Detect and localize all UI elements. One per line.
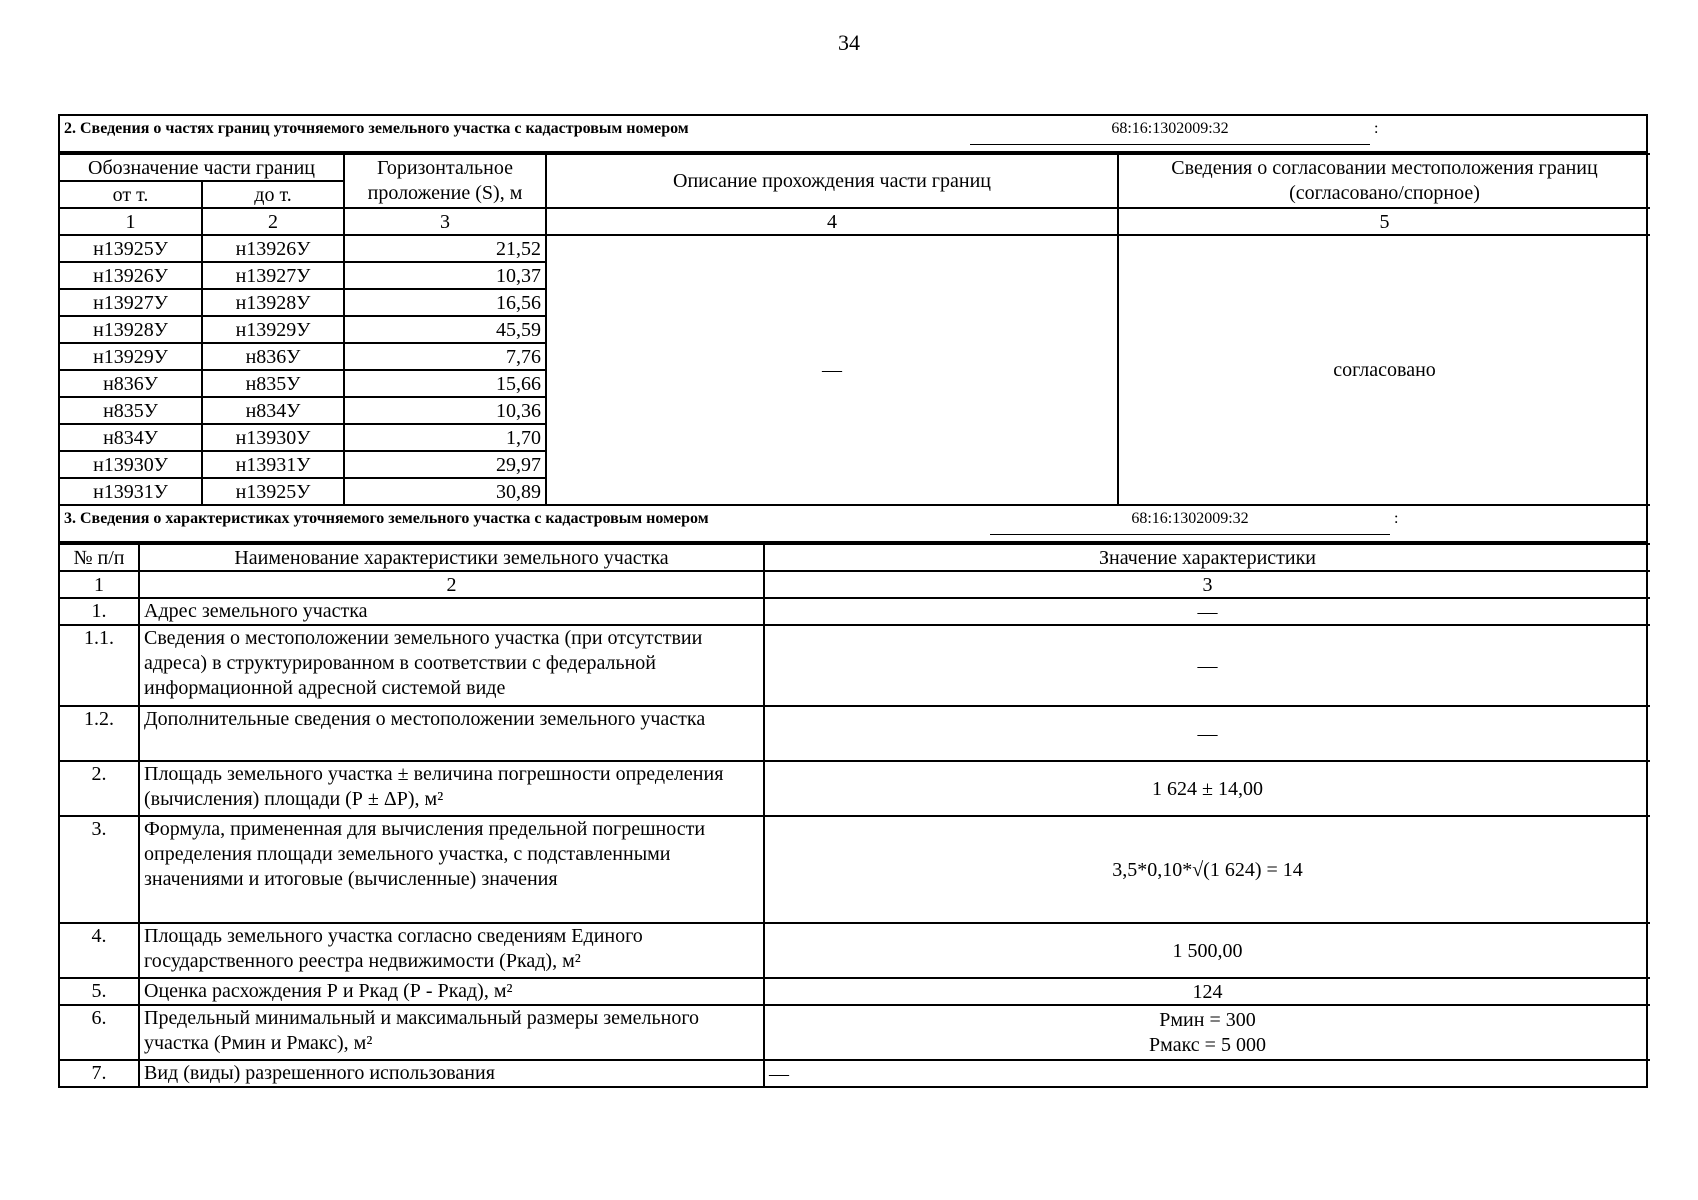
cell-name: Площадь земельного участка согласно сведениям Единого государственного реестра недвижимости (Ркад), м² bbox=[139, 923, 764, 978]
cell-name: Дополнительные сведения о местоположении земельного участка bbox=[139, 706, 764, 761]
cell-num: 1.1. bbox=[60, 625, 139, 706]
cell-s: 1,70 bbox=[344, 424, 546, 451]
cell-value: — bbox=[764, 598, 1650, 625]
document-frame bbox=[58, 114, 1648, 1088]
cell-s: 45,59 bbox=[344, 316, 546, 343]
cell-from: н13930У bbox=[60, 451, 202, 478]
cell-value: 124 bbox=[764, 978, 1650, 1005]
cell-num: 1.2. bbox=[60, 706, 139, 761]
table-row bbox=[60, 706, 1650, 761]
table-row bbox=[60, 1060, 1650, 1086]
cell-s: 29,97 bbox=[344, 451, 546, 478]
header-num: № п/п bbox=[60, 544, 139, 571]
cell-to: н834У bbox=[202, 397, 344, 424]
cell-name: Формула, примененная для вычисления предельной погрешности определения площади земельного участка, с подставленными значениями и итоговые (вычисленные) значения bbox=[139, 816, 764, 923]
table-row bbox=[60, 761, 1650, 816]
cell-name: Оценка расхождения Р и Ркад (Р - Ркад), м² bbox=[139, 978, 764, 1005]
table-row bbox=[60, 625, 1650, 706]
cell-from: н13929У bbox=[60, 343, 202, 370]
page-number: 34 bbox=[838, 30, 860, 55]
cell-name: Адрес земельного участка bbox=[139, 598, 764, 625]
cell-value: — bbox=[764, 625, 1650, 706]
section2-title: 2. Сведения о частях границ уточняемого земельного участка с кадастровым номером bbox=[64, 120, 689, 137]
cell-to: н13925У bbox=[202, 478, 344, 505]
col-number: 4 bbox=[546, 208, 1118, 235]
header-agreement: Сведения о согласовании местоположения границ (согласовано/спорное) bbox=[1118, 154, 1650, 208]
section3-cadastral-number: 68:16:1302009:32 bbox=[990, 510, 1390, 535]
cell-from: н13928У bbox=[60, 316, 202, 343]
header-horizontal: Горизонтальное проложение (S), м bbox=[344, 154, 546, 208]
header-designation: Обозначение части границ bbox=[60, 154, 344, 181]
table-row bbox=[60, 978, 1650, 1005]
section3-title: 3. Сведения о характеристиках уточняемого земельного участка с кадастровым номером bbox=[64, 510, 709, 527]
table-row bbox=[60, 598, 1650, 625]
cell-to: н13930У bbox=[202, 424, 344, 451]
section2-title-row bbox=[60, 116, 1646, 153]
cell-name: Площадь земельного участка ± величина погрешности определения (вычисления) площади (Р ± ΔР), м² bbox=[139, 761, 764, 816]
section3-colon: : bbox=[1394, 510, 1399, 527]
cell-from: н834У bbox=[60, 424, 202, 451]
table-row bbox=[60, 816, 1650, 923]
cell-value bbox=[764, 1005, 1650, 1060]
cell-s: 10,37 bbox=[344, 262, 546, 289]
cell-value: 1 624 ± 14,00 bbox=[764, 761, 1650, 816]
cell-to: н13931У bbox=[202, 451, 344, 478]
cell-s: 30,89 bbox=[344, 478, 546, 505]
cell-num: 4. bbox=[60, 923, 139, 978]
value-pmax: Рмакс = 5 000 bbox=[1149, 1033, 1266, 1056]
cell-num: 2. bbox=[60, 761, 139, 816]
header-from: от т. bbox=[60, 181, 202, 208]
characteristics-table bbox=[60, 543, 1650, 1086]
cell-from: н13927У bbox=[60, 289, 202, 316]
cell-s: 7,76 bbox=[344, 343, 546, 370]
col-number: 3 bbox=[344, 208, 546, 235]
cell-from: н13931У bbox=[60, 478, 202, 505]
header-name: Наименование характеристики земельного участка bbox=[139, 544, 764, 571]
header-to: до т. bbox=[202, 181, 344, 208]
col-number: 2 bbox=[202, 208, 344, 235]
table-row bbox=[60, 1005, 1650, 1060]
cell-from: н13926У bbox=[60, 262, 202, 289]
cell-to: н13929У bbox=[202, 316, 344, 343]
cell-value: — bbox=[764, 706, 1650, 761]
cell-description: — bbox=[546, 235, 1118, 505]
table-row bbox=[60, 235, 1650, 262]
col-number: 3 bbox=[764, 571, 1650, 598]
cell-s: 21,52 bbox=[344, 235, 546, 262]
cell-to: н836У bbox=[202, 343, 344, 370]
cell-to: н13926У bbox=[202, 235, 344, 262]
cell-to: н835У bbox=[202, 370, 344, 397]
section3-title-row bbox=[60, 506, 1646, 543]
col-number: 2 bbox=[139, 571, 764, 598]
cell-to: н13928У bbox=[202, 289, 344, 316]
cell-from: н836У bbox=[60, 370, 202, 397]
table-row bbox=[60, 923, 1650, 978]
cell-s: 10,36 bbox=[344, 397, 546, 424]
cell-num: 6. bbox=[60, 1005, 139, 1060]
cell-s: 15,66 bbox=[344, 370, 546, 397]
cell-s: 16,56 bbox=[344, 289, 546, 316]
cell-num: 5. bbox=[60, 978, 139, 1005]
section2-colon: : bbox=[1374, 120, 1379, 137]
header-value: Значение характеристики bbox=[764, 544, 1650, 571]
cell-value: — bbox=[764, 1060, 1650, 1086]
cell-name: Вид (виды) разрешенного использования bbox=[139, 1060, 764, 1086]
col-number: 1 bbox=[60, 208, 202, 235]
cell-agreement: согласовано bbox=[1118, 235, 1650, 505]
cell-from: н13925У bbox=[60, 235, 202, 262]
cell-to: н13927У bbox=[202, 262, 344, 289]
cell-name: Сведения о местоположении земельного участка (при отсутствии адреса) в структурированном в соответствии с федеральной информационной адресной системой виде bbox=[139, 625, 764, 706]
col-number: 5 bbox=[1118, 208, 1650, 235]
boundary-parts-table bbox=[60, 153, 1650, 506]
cell-num: 3. bbox=[60, 816, 139, 923]
value-pmin: Рмин = 300 bbox=[1159, 1008, 1256, 1031]
header-description: Описание прохождения части границ bbox=[546, 154, 1118, 208]
cell-num: 1. bbox=[60, 598, 139, 625]
cell-num: 7. bbox=[60, 1060, 139, 1086]
section2-cadastral-number: 68:16:1302009:32 bbox=[970, 120, 1370, 145]
cell-from: н835У bbox=[60, 397, 202, 424]
col-number: 1 bbox=[60, 571, 139, 598]
cell-value: 3,5*0,10*√(1 624) = 14 bbox=[764, 816, 1650, 923]
cell-name: Предельный минимальный и максимальный размеры земельного участка (Рмин и Рмакс), м² bbox=[139, 1005, 764, 1060]
cell-value: 1 500,00 bbox=[764, 923, 1650, 978]
